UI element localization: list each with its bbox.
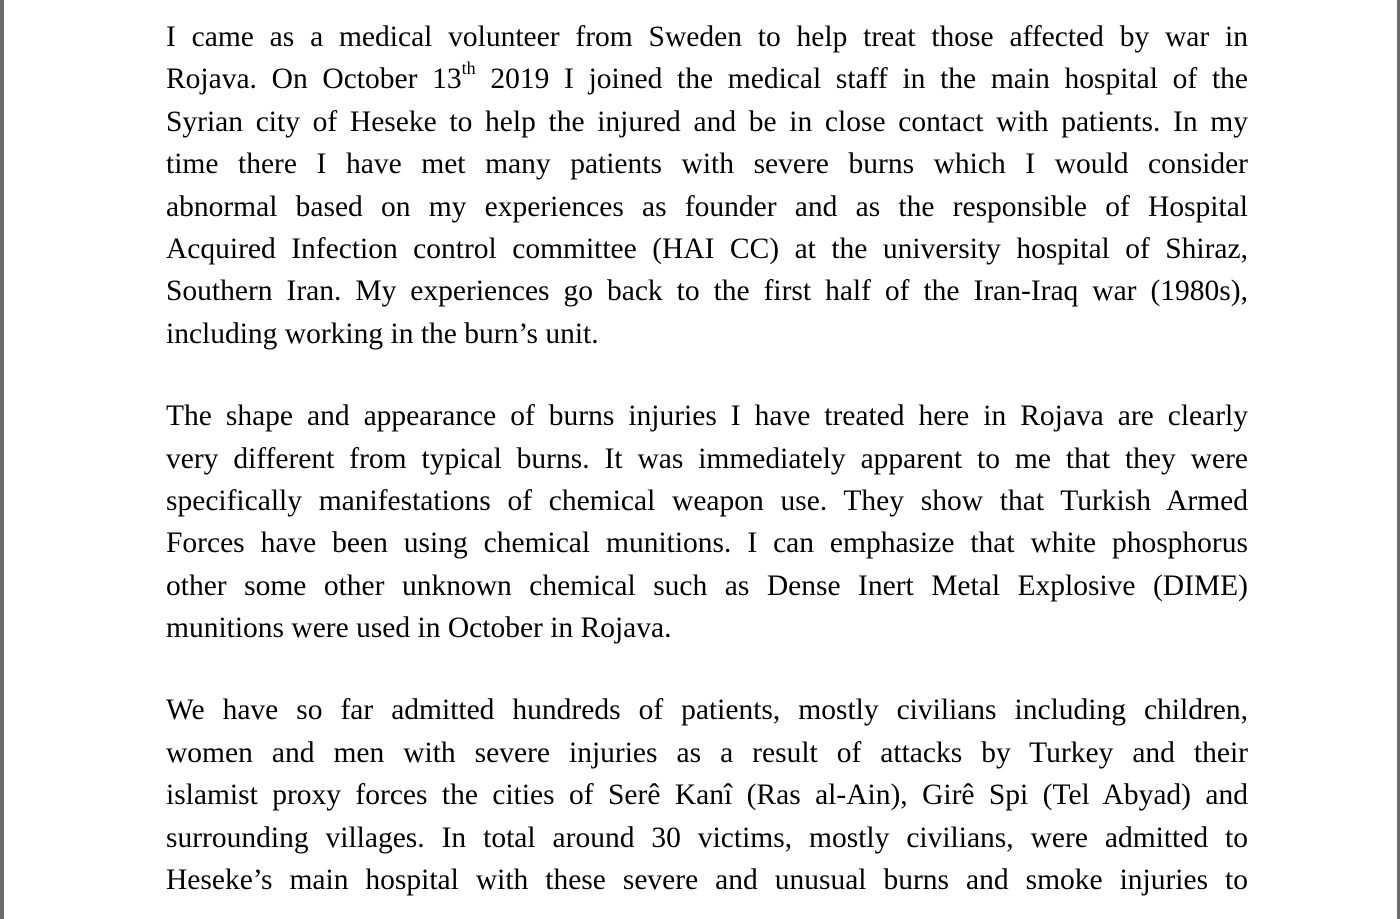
text-line: very different from typical burns. It was immediately apparent to me that they were: [166, 442, 1248, 475]
text-line: abnormal based on my experiences as founder and as the responsible of Hospital: [166, 190, 1248, 223]
text-line: [166, 58, 1248, 100]
text-line: munitions were used in October in Rojava.: [166, 612, 672, 645]
text-line: Syrian city of Heseke to help the injured and be in close contact with patients. In my: [166, 105, 1248, 138]
text-segment: Rojava. On October 13: [166, 63, 462, 96]
paragraph-3: [166, 689, 1248, 901]
text-segment: 2019 I joined the medical staff in the main hospital of the: [475, 63, 1248, 96]
text-line: other some other unknown chemical such as Dense Inert Metal Explosive (DIME): [166, 569, 1248, 602]
text-line: Forces have been using chemical munitions. I can emphasize that white phosphorus: [166, 527, 1248, 560]
paragraph-2: [166, 395, 1248, 649]
text-line: including working in the burn’s unit.: [166, 317, 599, 350]
paragraph-1: [166, 16, 1248, 355]
text-line: Heseke’s main hospital with these severe and unusual burns and smoke injuries to: [166, 864, 1248, 897]
text-line: specifically manifestations of chemical weapon use. They show that Turkish Armed: [166, 484, 1248, 517]
text-line: time there I have met many patients with severe burns which I would consider: [166, 148, 1248, 181]
text-line: women and men with severe injuries as a result of attacks by Turkey and their: [166, 736, 1248, 769]
text-line: Acquired Infection control committee (HAI CC) at the university hospital of Shiraz,: [166, 232, 1248, 265]
text-line: We have so far admitted hundreds of patients, mostly civilians including children,: [166, 694, 1248, 727]
document-page: [4, 0, 1397, 919]
text-line: surrounding villages. In total around 30 victims, mostly civilians, were admitted to: [166, 821, 1248, 854]
text-line: The shape and appearance of burns injuries I have treated here in Rojava are clearly: [166, 400, 1248, 433]
text-line: islamist proxy forces the cities of Serê Kanî (Ras al-Ain), Girê Spi (Tel Abyad) and: [166, 779, 1248, 812]
text-line: Southern Iran. My experiences go back to the first half of the Iran-Iraq war (1980s),: [166, 275, 1248, 308]
superscript-ordinal: th: [461, 58, 476, 79]
text-line: I came as a medical volunteer from Sweden to help treat those affected by war in: [166, 21, 1248, 53]
document-text: [166, 16, 1248, 919]
